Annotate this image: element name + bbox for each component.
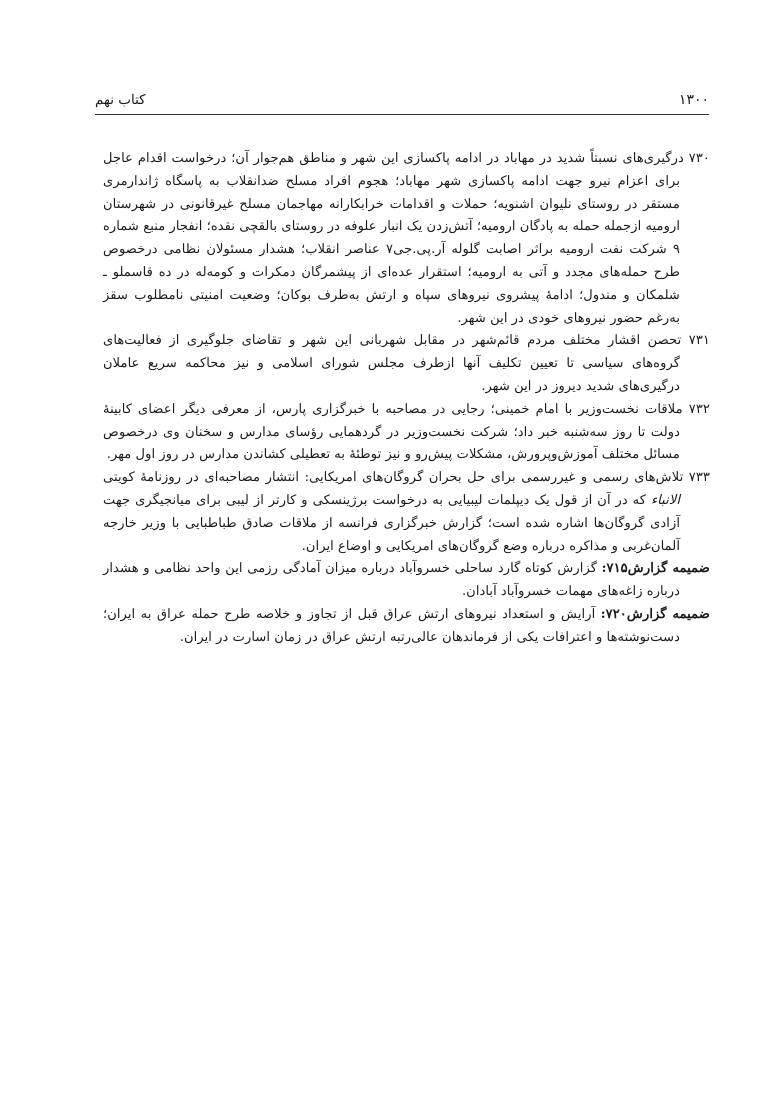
entry-731 (103, 330, 710, 398)
entry-number: ۷۳۲ (688, 401, 710, 417)
appendix-label: ضمیمه گزارش۷۱۵: (601, 561, 710, 577)
appendix-text: آرایش و استعداد نیروهای ارتش عراق قبل از تجاوز و خلاصه طرح حمله عراق به ایران؛ دست‌نوشته‌ها و اعترافات یکی از فرماندهان عالی‌رتبه ارتش عراق در زمان اسارت در ایران. (103, 606, 680, 645)
entry-text: ملاقات نخست‌وزیر با امام خمینی؛ رجایی در مصاحبه با خبرگزاری پارس، از معرفی دیگر اعضای کابینهٔ دولت تا روز سه‌شنبه خبر داد؛ شرکت نخست‌وزیر در گردهمایی رؤسای مدارس و سخنان وی درخصوص مسائل مختلف آموزش‌وپرورش، مشکلات پیش‌رو و نیز توطئهٔ به تعطیلی کشاندن مدارس در روز اول مهر. (103, 401, 683, 463)
book-title: کتاب نهم (95, 92, 146, 108)
entry-text: درگیری‌های نسبتاً شدید در مهاباد در ادامه پاکسازی این شهر و مناطق هم‌جوار آن؛ درخواست اقدام عاجل برای اعزام نیرو جهت ادامه پاکسازی شهر مهاباد؛ هجوم افراد مسلح ضدانقلاب به پاسگاه ژاندارمری مستقر در روستای نلیوان اشنویه؛ حملات و اقدامات خرابکارانه مهاجمان مسلح غیرقانونی در شهرستان ارومیه ازجمله حمله به پادگان ارومیه؛ آتش‌زدن یک انبار علوفه در روستای بالقچی نقده؛ انفجار منبع شماره ۹ شرکت نفت ارومیه براثر اصابت گلوله آر.پی.جی۷ عناصر انقلاب؛ هشدار مسئولان نظامی درخصوص طرح حمله‌های مجدد و آتی به ارومیه؛ استقرار عده‌ای از پیشمرگان دمکرات و کومه‌له در ده قاسملو ـ شلمکان و مندول؛ ادامهٔ پیشروی نیروهای سپاه و ارتش به‌طرف بوکان؛ وضعیت امنیتی نامطلوب سقز به‌رغم حضور نیروهای خودی در این شهر. (103, 151, 684, 326)
appendix-text: گزارش کوتاه گارد ساحلی خسروآباد درباره میزان آمادگی رزمی این واحد نظامی و هشدار درباره زاغه‌های مهمات خسروآباد آبادان. (103, 561, 680, 600)
entry-number: ۷۳۱ (688, 333, 710, 349)
newspaper-name: الانباء (650, 492, 680, 508)
entry-text: تحصن اقشار مختلف مردم قائم‌شهر در مقابل شهربانی این شهر و تقاضای جلوگیری از فعالیت‌های گروه‌های سیاسی تا تعیین تکلیف آنها ازطرف مجلس شورای اسلامی و نیز محاکمه سریع عاملان درگیری‌های شدید دیروز در این شهر. (103, 333, 682, 394)
appendix-720 (103, 604, 710, 650)
entry-732 (103, 399, 710, 467)
entry-text-after: که در آن از قول یک دیپلمات لیبیایی به درخواست برژینسکی و کارتر از لیبی برای میانجیگری جهت آزادی گروگان‌ها اشاره شده است؛ گزارش خبرگزاری فرانسه از ملاقات صادق طباطبایی با وزیر خارجه آلمان‌غربی و مذاکره درباره وضع گروگان‌های امریکایی و اوضاع ایران. (103, 492, 680, 554)
appendix-715 (103, 558, 710, 604)
entry-number: ۷۳۰ (688, 151, 710, 166)
page-header (95, 88, 709, 115)
entry-733 (103, 467, 710, 558)
page-number: ۱۳۰۰ (678, 92, 709, 108)
entry-730 (103, 148, 710, 330)
page-content (103, 148, 710, 650)
entry-text-before: تلاش‌های رسمی و غیررسمی برای حل بحران گروگان‌های امریکایی: انتشار مصاحبه‌ای در روزنامهٔ کویتی (103, 470, 684, 486)
appendix-label: ضمیمه گزارش۷۲۰: (600, 606, 710, 622)
entry-number: ۷۳۳ (688, 470, 710, 486)
